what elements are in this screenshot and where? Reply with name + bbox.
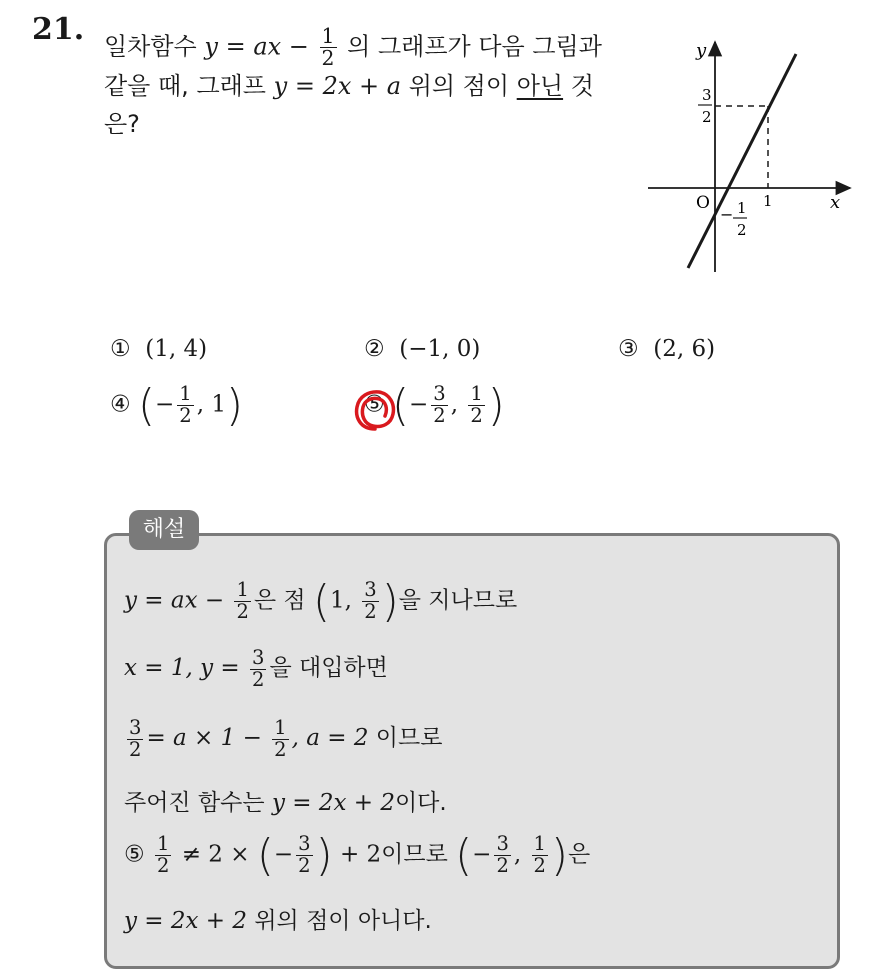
solution-line-5: ⑤ $\frac{1}{2}$ ≠ 2 × (− $\frac{3}{2}$ ) + 2이므로 (− $\frac{3}{2}$ , $\frac{1}{2}$ )은 <box>124 830 591 881</box>
question-text: 일차함수 <box>104 32 197 61</box>
option-marker: ④ <box>110 391 131 418</box>
tick-x-label: 1 <box>763 192 773 210</box>
question-line-1 <box>104 26 602 70</box>
option-marker: ② <box>364 336 385 362</box>
solution-line-3: $\frac{3}{2}$ = a × 1 − $\frac{1}{2}$ , a = 2 이므로 <box>129 716 443 761</box>
equation: y = ax − <box>204 32 317 61</box>
intercept-denominator: 2 <box>737 221 747 239</box>
option-marker: ① <box>110 336 131 362</box>
option-2[interactable] <box>364 336 480 362</box>
question-number: 21. <box>32 12 85 47</box>
origin-label: O <box>696 193 710 213</box>
question-line-2 <box>104 66 594 106</box>
option-4[interactable]: ④ (− $\frac{1}{2}$ , 1) <box>110 380 244 431</box>
option-text: (1, 4) <box>145 336 208 362</box>
graph <box>640 36 860 276</box>
option-3[interactable] <box>618 336 715 362</box>
x-label: x <box>830 192 841 213</box>
option-marker: ⑤ <box>364 391 385 418</box>
solution-line-4: 주어진 함수는 y = 2x + 2이다. <box>124 790 447 816</box>
answer-mark <box>350 385 400 435</box>
question-text: 의 그래프가 다음 그림과 <box>347 32 602 61</box>
solution-line-1: y = ax − $\frac{1}{2}$ 은 점 (1, $\frac{3}{2}$ )을 지나므로 <box>124 576 518 627</box>
option-1[interactable] <box>110 336 207 362</box>
option-5[interactable]: ⑤ (− $\frac{3}{2}$ , $\frac{1}{2}$ ) <box>364 380 505 431</box>
solution-tag: 해설 <box>129 510 199 550</box>
option-text: (2, 6) <box>653 336 716 362</box>
question-text: 위의 점이 <box>408 72 510 100</box>
question-text: 것 <box>570 72 594 100</box>
underlined-word: 아닌 <box>516 72 564 100</box>
intercept-sign: − <box>720 205 734 224</box>
solution-line-6: y = 2x + 2 위의 점이 아니다. <box>124 908 432 934</box>
equation: y = 2x + a <box>273 72 402 100</box>
question-text: 같을 때, 그래프 <box>104 72 266 100</box>
y-label: y <box>696 40 707 61</box>
option-text: (−1, 0) <box>399 336 481 362</box>
fraction: $\frac{1}{2}$ <box>321 24 335 71</box>
question-line-3: 은? <box>104 110 140 138</box>
option-marker: ③ <box>618 336 639 362</box>
tick-y-denominator: 2 <box>702 108 712 126</box>
tick-y-numerator: 3 <box>702 86 712 104</box>
intercept-numerator: 1 <box>737 199 747 217</box>
solution-line-2: x = 1, y = $\frac{3}{2}$ 을 대입하면 <box>124 646 388 691</box>
